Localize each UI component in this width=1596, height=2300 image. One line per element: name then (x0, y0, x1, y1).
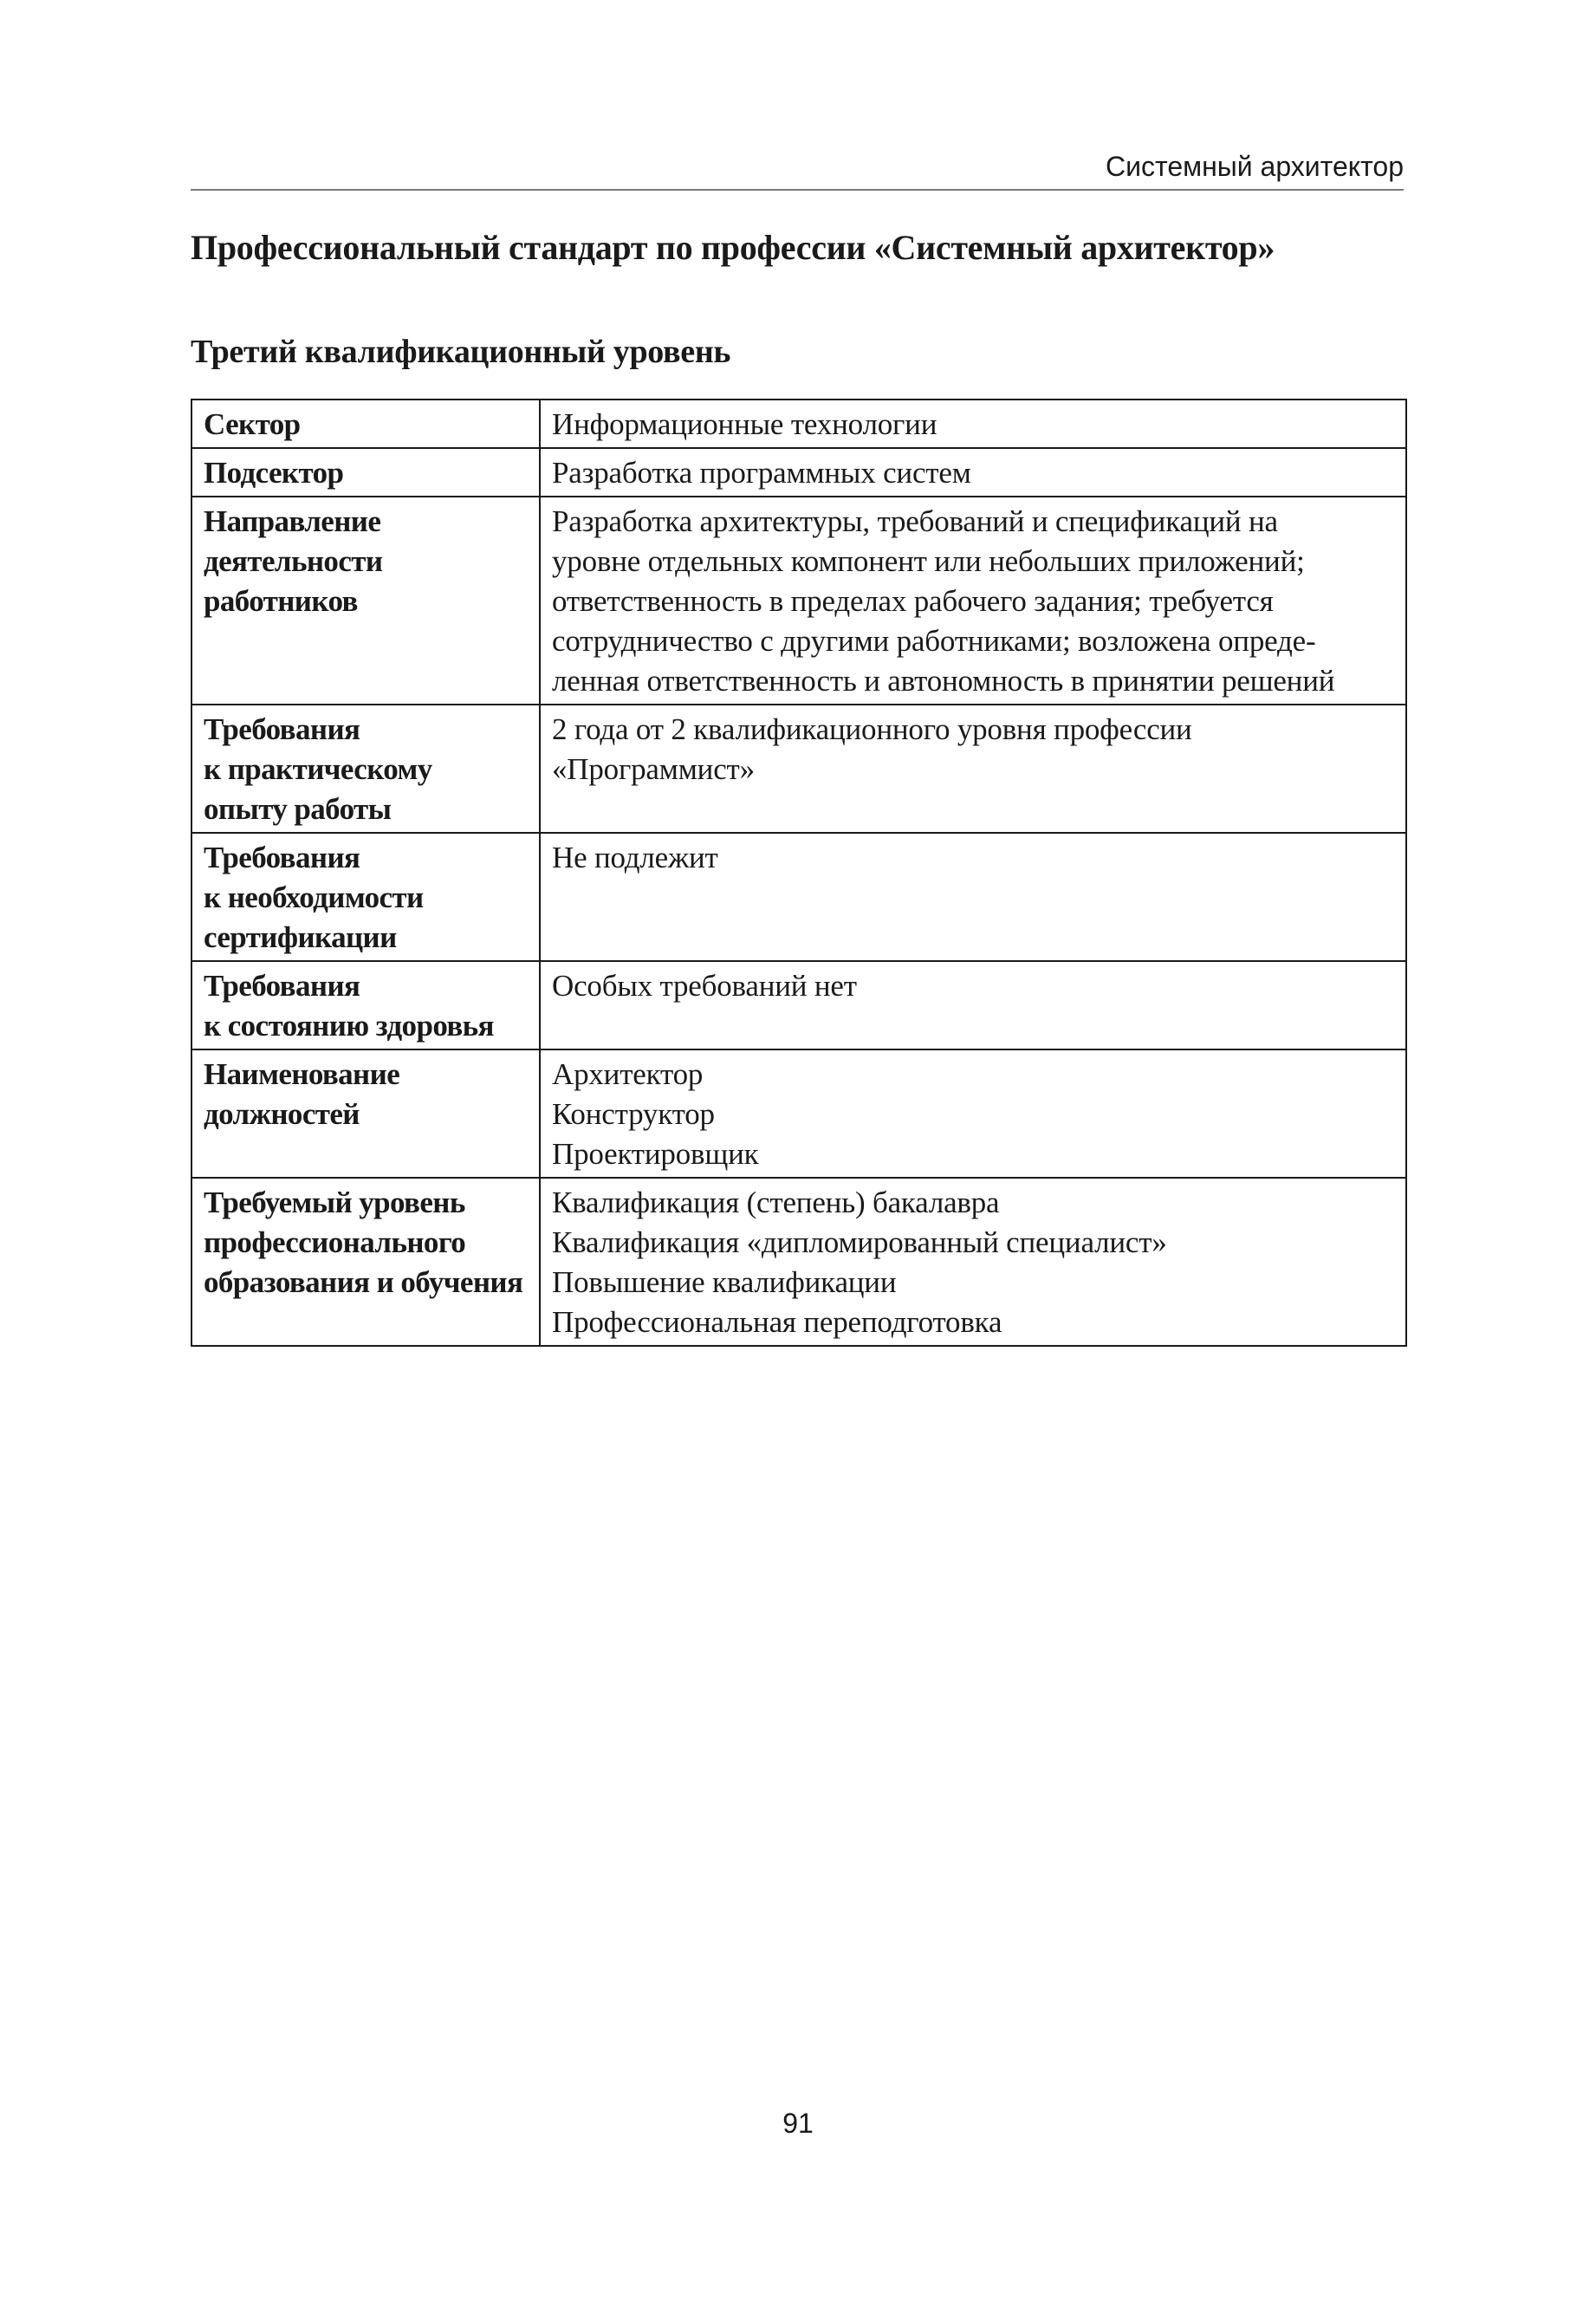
label-line: профессионального (204, 1225, 466, 1259)
row-label (191, 705, 540, 833)
value-line: ответственность в пределах рабочего задания; требуется (552, 584, 1274, 618)
table-row (191, 961, 1406, 1049)
value-line: Разработка программных систем (552, 456, 971, 490)
label-line: должностей (204, 1097, 360, 1131)
value-line: 2 года от 2 квалификационного уровня профессии (552, 712, 1192, 746)
value-line: Информационные технологии (552, 407, 937, 441)
running-header: Системный архитектор (191, 149, 1404, 191)
row-value (540, 961, 1406, 1049)
row-label (191, 448, 540, 497)
value-line: Особых требований нет (552, 969, 857, 1003)
row-label (191, 1049, 540, 1178)
table-row (191, 705, 1406, 833)
label-line: образования и обучения (204, 1265, 523, 1299)
label-line: Сектор (204, 407, 301, 441)
value-line: уровне отдельных компонент или небольших приложений; (552, 544, 1305, 578)
label-line: к необходимости (204, 880, 424, 914)
table-row (191, 497, 1406, 705)
value-line: сотрудничество с другими работниками; возложена опреде- (552, 624, 1316, 658)
document-title: Профессиональный стандарт по профессии «Системный архитектор» (191, 228, 1275, 267)
value-line: Не подлежит (552, 841, 718, 874)
value-line: Проектировщик (552, 1137, 759, 1171)
label-line: Требования (204, 841, 360, 874)
row-label (191, 400, 540, 448)
label-line: к состоянию здоровья (204, 1009, 494, 1043)
label-line: Направление (204, 504, 381, 538)
row-value (540, 833, 1406, 961)
table-row (191, 1049, 1406, 1178)
page-number: 91 (782, 2108, 814, 2139)
table-row (191, 400, 1406, 448)
label-line: к практическому (204, 752, 432, 786)
label-line: деятельности (204, 544, 383, 578)
label-line: Требуемый уровень (204, 1186, 465, 1219)
value-line: Квалификация «дипломированный специалист» (552, 1225, 1167, 1259)
label-line: работников (204, 584, 358, 618)
label-line: опыту работы (204, 792, 392, 826)
qualification-table (191, 399, 1407, 1347)
row-value (540, 1178, 1406, 1346)
section-title: Третий квалификационный уровень (191, 334, 731, 370)
row-value (540, 705, 1406, 833)
value-line: Профессиональная переподготовка (552, 1305, 1002, 1339)
value-line: Разработка архитектуры, требований и спецификаций на (552, 504, 1278, 538)
value-line: Повышение квалификации (552, 1265, 897, 1299)
row-value (540, 1049, 1406, 1178)
row-value (540, 400, 1406, 448)
value-line: Конструктор (552, 1097, 715, 1131)
label-line: сертификации (204, 920, 397, 954)
table-row (191, 1178, 1406, 1346)
table-row (191, 448, 1406, 497)
label-line: Подсектор (204, 456, 344, 490)
value-line: Квалификация (степень) бакалавра (552, 1186, 1000, 1219)
value-line: ленная ответственность и автономность в принятии решений (552, 664, 1335, 698)
row-label (191, 833, 540, 961)
table-row (191, 833, 1406, 961)
row-label (191, 497, 540, 705)
value-line: «Программист» (552, 752, 755, 786)
label-line: Наименование (204, 1057, 400, 1091)
label-line: Требования (204, 969, 360, 1003)
row-value (540, 497, 1406, 705)
value-line: Архитектор (552, 1057, 704, 1091)
row-value (540, 448, 1406, 497)
row-label (191, 1178, 540, 1346)
row-label (191, 961, 540, 1049)
label-line: Требования (204, 712, 360, 746)
